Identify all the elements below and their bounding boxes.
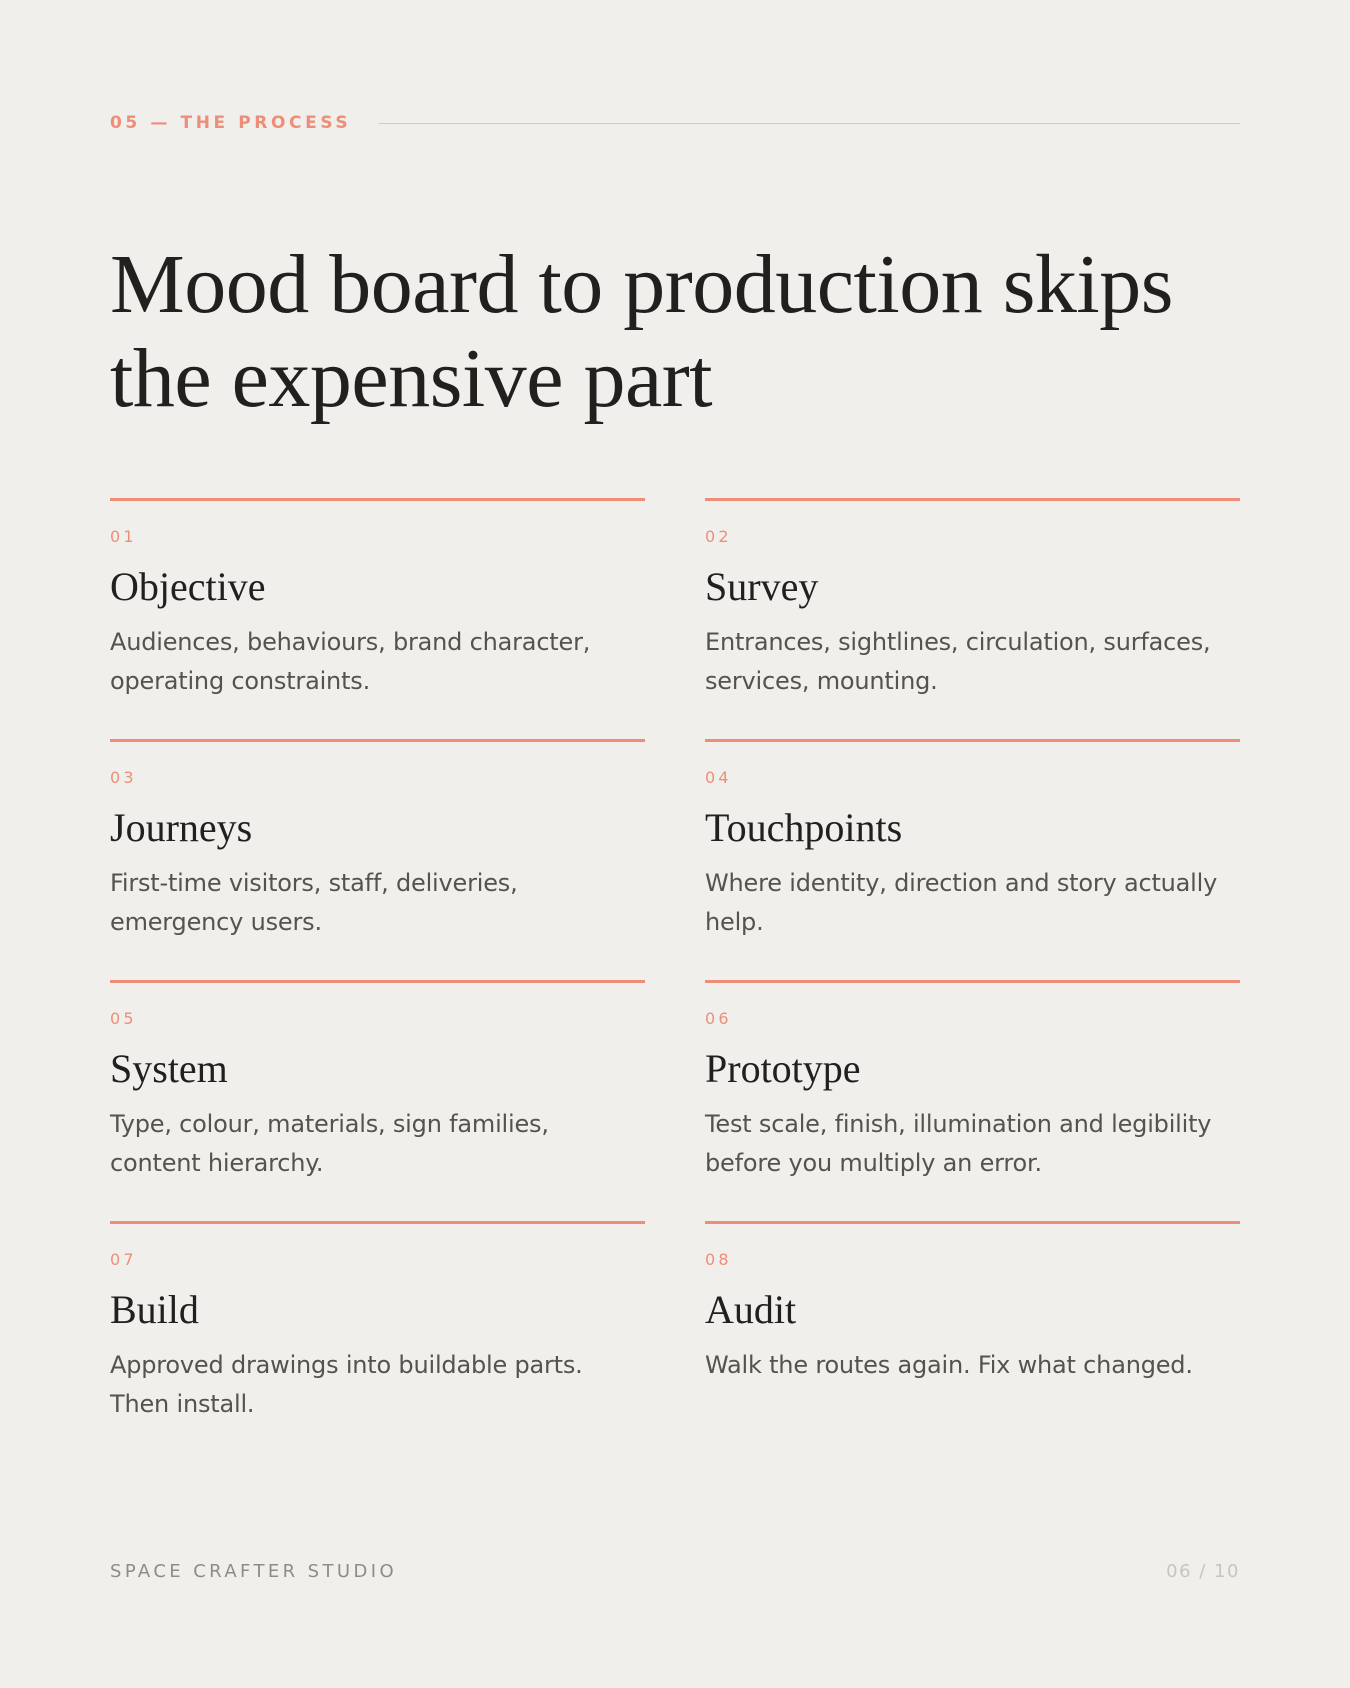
step-title: Survey: [705, 564, 819, 609]
page-title: Mood board to production skips the expensive part: [110, 238, 1173, 425]
studio-name: SPACE CRAFTER STUDIO: [110, 1561, 398, 1582]
step-number: 07: [110, 1250, 137, 1269]
process-step: [110, 980, 645, 1221]
process-step: [110, 1221, 645, 1462]
step-title: System: [110, 1046, 228, 1091]
step-number: 01: [110, 527, 137, 546]
process-step: [705, 980, 1240, 1221]
process-step: [110, 739, 645, 980]
step-description: Type, colour, materials, sign families, content hierarchy.: [110, 1110, 549, 1177]
step-title: Prototype: [705, 1046, 861, 1091]
step-description: First-time visitors, staff, deliveries, emergency users.: [110, 869, 518, 936]
process-step: [110, 498, 645, 739]
step-description: Where identity, direction and story actually help.: [705, 869, 1218, 936]
step-description: Approved drawings into buildable parts. Then install.: [110, 1351, 583, 1418]
step-title: Touchpoints: [705, 805, 903, 850]
step-description: Entrances, sightlines, circulation, surfaces, services, mounting.: [705, 628, 1211, 695]
step-description: Walk the routes again. Fix what changed.: [705, 1351, 1193, 1379]
header-divider: [379, 123, 1240, 124]
process-step: [705, 739, 1240, 980]
step-description: Audiences, behaviours, brand character, operating constraints.: [110, 628, 591, 695]
step-title: Audit: [705, 1287, 797, 1332]
step-number: 04: [705, 768, 732, 787]
process-step: [705, 1221, 1240, 1462]
step-number: 06: [705, 1009, 732, 1028]
slide-page: [110, 0, 1240, 1688]
section-header: [110, 113, 1240, 133]
step-number: 05: [110, 1009, 137, 1028]
step-number: 08: [705, 1250, 732, 1269]
process-step: [705, 498, 1240, 739]
step-number: 03: [110, 768, 137, 787]
step-title: Journeys: [110, 805, 253, 850]
step-description: Test scale, finish, illumination and legibility before you multiply an error.: [705, 1110, 1212, 1177]
section-eyebrow: 05 — THE PROCESS: [110, 113, 352, 133]
step-number: 02: [705, 527, 732, 546]
step-title: Objective: [110, 564, 266, 609]
page-number: 06 / 10: [1166, 1561, 1240, 1582]
process-steps-grid: [110, 498, 1240, 1462]
step-title: Build: [110, 1287, 199, 1332]
